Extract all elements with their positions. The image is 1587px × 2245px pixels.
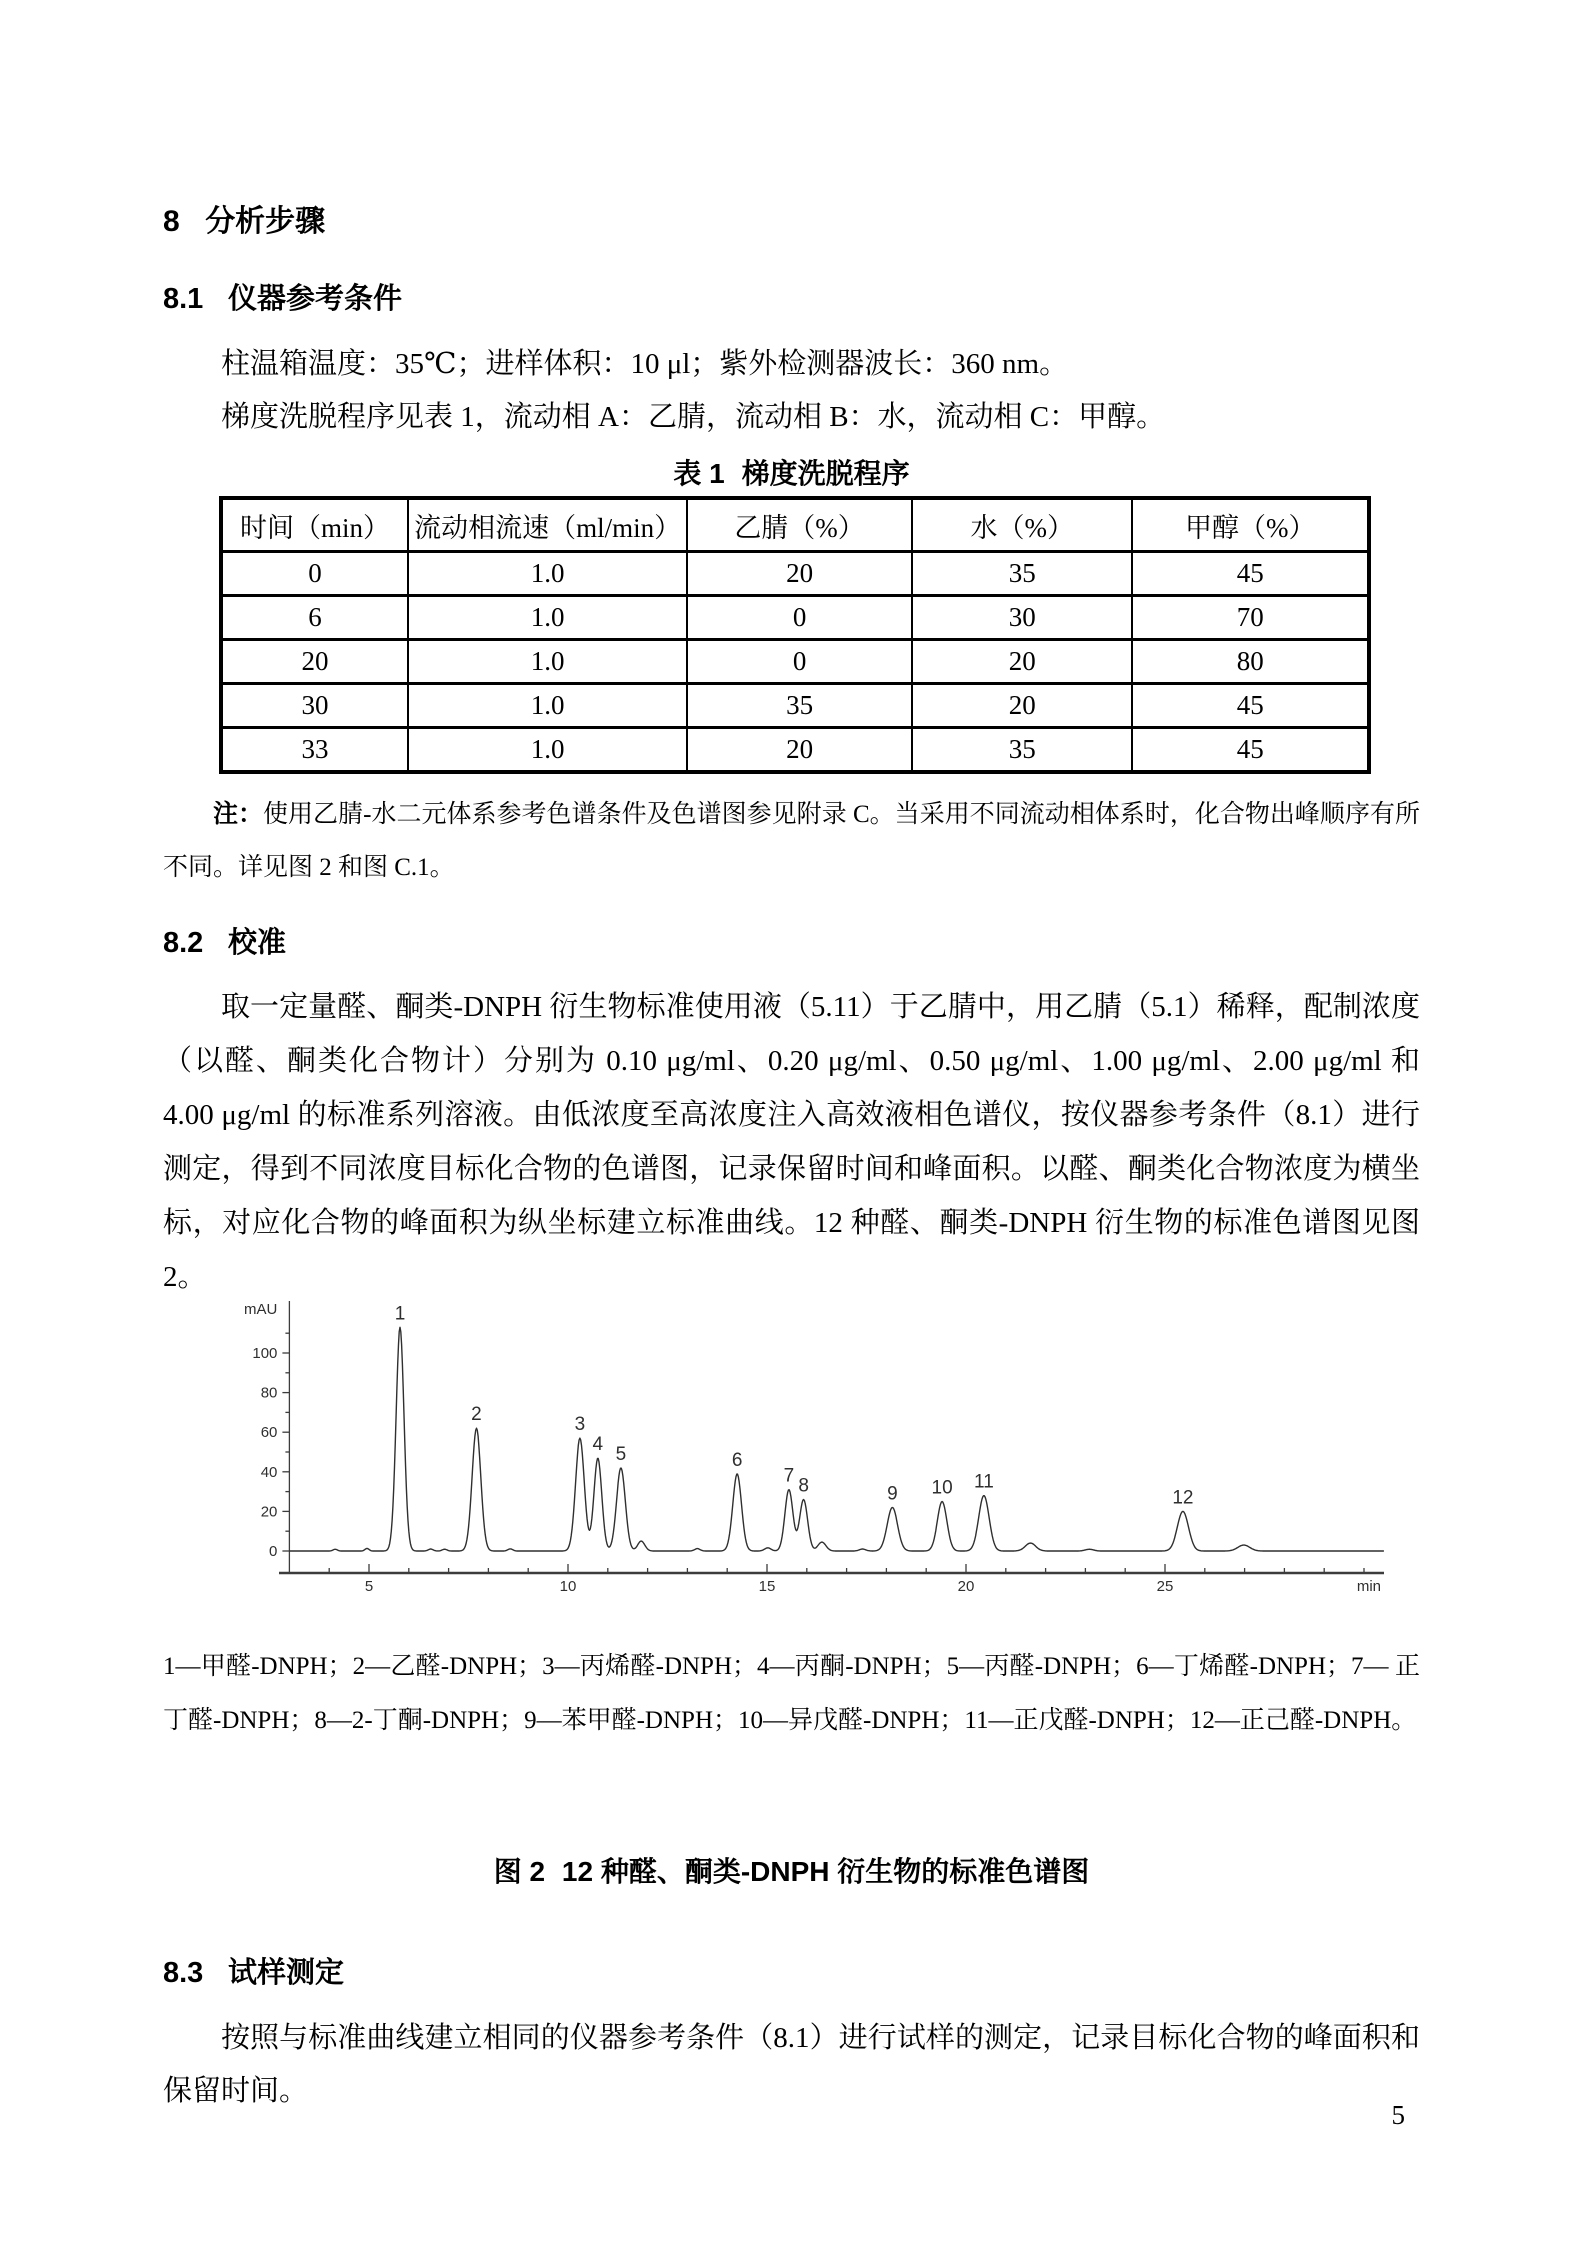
table-cell: 30: [221, 684, 408, 728]
table-cell: 80: [1132, 640, 1369, 684]
svg-text:10: 10: [559, 1578, 577, 1595]
table-caption: [163, 452, 1420, 492]
table-cell: 1.0: [408, 596, 687, 640]
table-cell: 70: [1132, 596, 1369, 640]
svg-text:15: 15: [758, 1578, 776, 1595]
svg-text:20: 20: [957, 1578, 975, 1595]
svg-text:40: 40: [260, 1463, 278, 1481]
svg-text:60: 60: [260, 1424, 278, 1442]
svg-text:5: 5: [615, 1443, 627, 1465]
section-heading-8-3: [163, 1950, 344, 1991]
svg-text:8: 8: [798, 1475, 809, 1497]
table-cell: 1.0: [408, 552, 687, 596]
svg-text:4: 4: [592, 1433, 604, 1455]
chromatogram-plot: [171, 1288, 1386, 1618]
table-cell: 45: [1132, 728, 1369, 773]
section-8-1-body: [163, 338, 1420, 444]
figure-title-text: 12 种醛、酮类-DNPH 衍生物的标准色谱图: [561, 1856, 1090, 1887]
section-title: 校准: [227, 927, 286, 959]
table-cell: 0: [687, 596, 912, 640]
paragraph: 梯度洗脱程序见表 1，流动相 A：乙腈，流动相 B：水，流动相 C：甲醇。: [221, 401, 1166, 433]
section-heading-8-2: [163, 920, 286, 961]
gradient-elution-table: [219, 496, 1371, 774]
table-caption-title: 梯度洗脱程序: [741, 458, 910, 489]
svg-text:2: 2: [471, 1404, 482, 1426]
table-cell: 35: [912, 552, 1132, 596]
section-8-3-paragraph: 按照与标准曲线建立相同的仪器参考条件（8.1）进行试样的测定，记录目标化合物的峰面积和保留时间。: [163, 2022, 1420, 2107]
table-header-cell: 时间（min）: [221, 498, 408, 552]
note-label: 注：: [213, 801, 264, 828]
table-cell: 45: [1132, 684, 1369, 728]
svg-text:0: 0: [269, 1543, 278, 1560]
svg-text:25: 25: [1156, 1578, 1174, 1595]
section-number: 8: [163, 205, 180, 238]
table-cell: 1.0: [408, 728, 687, 773]
figure-number: 图 2: [493, 1856, 546, 1887]
section-8-2-paragraph: 取一定量醛、酮类-DNPH 衍生物标准使用液（5.11）于乙腈中，用乙腈（5.1）稀释，配制浓度（以醛、酮类化合物计）分别为 0.10 μg/ml、0.20 μg/ml、0.50 μg/ml、1.00 μg/ml、2.00 μg/ml 和 4.00 μg/ml 的标准系列溶液。由低浓度至高浓度注入高效液相色谱仪，按仪器参考条件（8.1）进行测定，得到不同浓度目标化合物的色谱图，记录保留时间和峰面积。以醛、酮类化合物浓度为横坐标，对应化合物的峰面积为纵坐标建立标准曲线。12 种醛、酮类-DNPH 衍生物的标准色谱图见图 2。: [163, 991, 1420, 1293]
section-number: 8.3: [163, 1957, 204, 1989]
table-cell: 30: [912, 596, 1132, 640]
table-header-cell: 乙腈（%）: [687, 498, 912, 552]
table-caption-number: 表 1: [673, 458, 725, 489]
section-heading-8: [163, 196, 325, 240]
page-number: 5: [1391, 2100, 1405, 2130]
svg-text:5: 5: [364, 1578, 374, 1595]
table-header-cell: 流动相流速（ml/min）: [408, 498, 687, 552]
table-row: [221, 728, 1369, 773]
svg-text:6: 6: [731, 1449, 743, 1471]
section-title: 仪器参考条件: [227, 283, 402, 315]
section-number: 8.2: [163, 927, 204, 959]
svg-text:3: 3: [574, 1414, 586, 1436]
section-heading-8-1: [163, 276, 402, 317]
table-cell: 35: [912, 728, 1132, 773]
table-row: [221, 552, 1369, 596]
svg-text:80: 80: [260, 1384, 278, 1402]
svg-text:10: 10: [931, 1477, 953, 1499]
table-header-cell: 水（%）: [912, 498, 1132, 552]
svg-text:9: 9: [887, 1483, 898, 1505]
figure-2-title: [163, 1850, 1420, 1890]
gradient-elution-table-wrap: [219, 496, 1371, 774]
section-title: 分析步骤: [205, 205, 326, 238]
table-cell: 20: [221, 640, 408, 684]
paragraph: 柱温箱温度：35℃；进样体积：10 μl；紫外检测器波长：360 nm。: [221, 348, 1069, 380]
table-cell: 0: [687, 640, 912, 684]
table-cell: 45: [1132, 552, 1369, 596]
table-header-row: [221, 498, 1369, 552]
svg-text:100: 100: [252, 1345, 278, 1362]
svg-text:mAU: mAU: [244, 1301, 278, 1318]
section-title: 试样测定: [227, 1957, 344, 1989]
svg-text:11: 11: [974, 1471, 994, 1493]
table-row: [221, 640, 1369, 684]
table-row: [221, 684, 1369, 728]
figure-2-peak-legend: 1—甲醛-DNPH；2—乙醛-DNPH；3—丙烯醛-DNPH；4—丙酮-DNPH；5—丙醛-DNPH；6—丁烯醛-DNPH；7— 正丁醛-DNPH；8—2-丁酮-DNPH；9—苯甲醛-DNPH；10—异戊醛-DNPH；11—正戊醛-DNPH；12—正己醛-DNPH。: [163, 1653, 1420, 1734]
table-cell: 20: [912, 684, 1132, 728]
note-text: 使用乙腈-水二元体系参考色谱条件及色谱图参见附录 C。当采用不同流动相体系时，化合物出峰顺序有所不同。详见图 2 和图 C.1。: [163, 801, 1420, 881]
table-cell: 33: [221, 728, 408, 773]
table-cell: 1.0: [408, 640, 687, 684]
svg-text:1: 1: [394, 1303, 406, 1325]
table-header-cell: 甲醇（%）: [1132, 498, 1369, 552]
svg-text:7: 7: [783, 1465, 795, 1487]
table-cell: 35: [687, 684, 912, 728]
table-note: [163, 788, 1420, 894]
table-cell: 20: [687, 728, 912, 773]
svg-text:20: 20: [260, 1503, 278, 1521]
table-cell: 20: [912, 640, 1132, 684]
table-row: [221, 596, 1369, 640]
table-cell: 6: [221, 596, 408, 640]
table-cell: 20: [687, 552, 912, 596]
table-cell: 0: [221, 552, 408, 596]
table1-body: [221, 552, 1369, 773]
svg-text:min: min: [1356, 1578, 1381, 1595]
figure-2-chromatogram: [171, 1288, 1386, 1618]
table-cell: 1.0: [408, 684, 687, 728]
svg-text:12: 12: [1172, 1487, 1194, 1509]
section-number: 8.1: [163, 283, 204, 315]
